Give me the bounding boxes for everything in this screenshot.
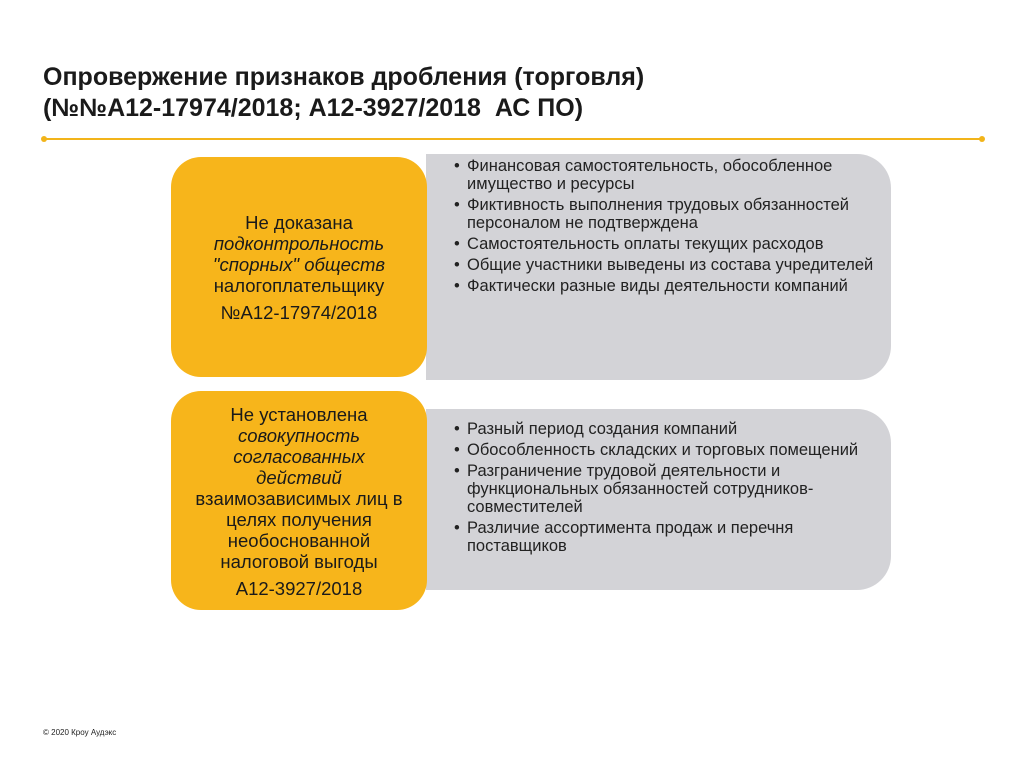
page-title bbox=[43, 62, 983, 124]
conclusion-emphasis: подконтрольность "спорных" обществ bbox=[212, 232, 386, 275]
conclusion-line: взаимозависимых лиц в целях получения необоснованной налоговой выгоды bbox=[195, 488, 403, 572]
case-number: №А12-17974/2018 bbox=[220, 301, 378, 323]
conclusion-emphasis: совокупность согласованных действий bbox=[233, 425, 365, 488]
argument-item: • Разный период создания компаний bbox=[454, 420, 891, 438]
page-title-line-1: Опровержение признаков дробления (торговля) bbox=[43, 63, 645, 91]
divider-dot-left bbox=[41, 136, 47, 142]
conclusion-line: налогоплательщику bbox=[213, 274, 385, 296]
arguments-panel-2 bbox=[426, 409, 891, 590]
argument-item: • Различие ассортимента продаж и перечня поставщиков bbox=[454, 519, 891, 555]
page-title-line-2: (№№А12-17974/2018; А12-3927/2018 АС ПО) bbox=[43, 94, 584, 122]
title-divider bbox=[43, 138, 983, 140]
argument-item: • Фактически разные виды деятельности компаний bbox=[454, 277, 891, 295]
conclusion-line: Не доказана bbox=[245, 211, 353, 233]
conclusion-box-1 bbox=[171, 157, 427, 377]
argument-item: • Фиктивность выполнения трудовых обязанностей персоналом не подтверждена bbox=[454, 196, 891, 232]
argument-item: • Финансовая самостоятельность, обособленное имущество и ресурсы bbox=[454, 157, 891, 193]
argument-item: • Общие участники выведены из состава учредителей bbox=[454, 256, 891, 274]
copyright-footer: © 2020 Кроу Аудэкс bbox=[43, 728, 117, 737]
divider-dot-right bbox=[979, 136, 985, 142]
arguments-panel-1 bbox=[426, 154, 891, 380]
argument-item: • Самостоятельность оплаты текущих расходов bbox=[454, 235, 891, 253]
arguments-list-2 bbox=[454, 420, 891, 555]
argument-item: • Разграничение трудовой деятельности и функциональных обязанностей сотрудников-совместителей bbox=[454, 462, 891, 516]
case-number: А12-3927/2018 bbox=[235, 578, 363, 599]
conclusion-line: Не установлена bbox=[230, 404, 368, 425]
argument-item: • Обособленность складских и торговых помещений bbox=[454, 441, 891, 459]
arguments-list-1 bbox=[454, 157, 891, 295]
conclusion-box-2 bbox=[171, 391, 427, 610]
